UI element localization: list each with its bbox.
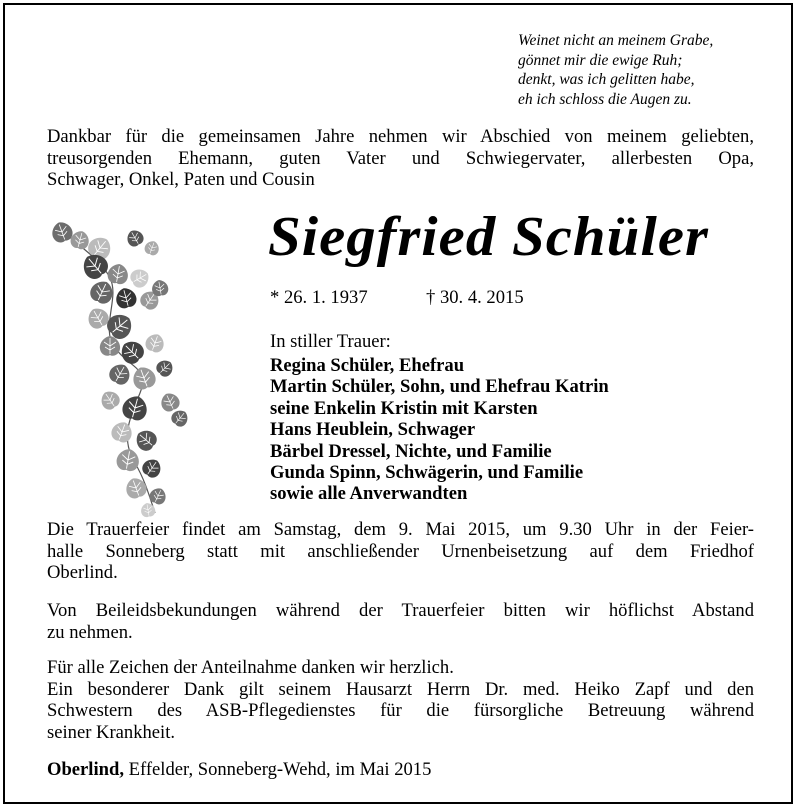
mourner-entry: seine Enkelin Kristin mit Karsten (270, 397, 538, 419)
mourner-entry: Gunda Spinn, Schwägerin, und Familie (270, 462, 584, 484)
death-date: † 30. 4. 2015 (426, 287, 524, 308)
intro-line: treusorgenden Ehemann, guten Vater und Schwiegervater, allerbesten Opa, (47, 147, 754, 169)
ceremony-line: halle Sonneberg statt mit anschließender Urnenbeisetzung auf dem Friedhof (47, 540, 754, 562)
mourner-entry: Martin Schüler, Sohn, und Ehefrau Katrin (270, 376, 609, 398)
ivy-leaves-icon (40, 218, 200, 518)
place-main: Oberlind, (47, 759, 124, 780)
condolences-line: zu nehmen. (47, 621, 133, 643)
condolences-paragraph (47, 600, 754, 643)
mourning-heading: In stiller Trauer: (270, 331, 391, 352)
thanks-line: Schwestern des ASB-Pflegedienstes für die fürsorgliche Betreuung während (47, 700, 754, 721)
place-date-line (47, 759, 431, 781)
mourner-entry: Hans Heublein, Schwager (270, 419, 476, 441)
ceremony-line: Die Trauerfeier findet am Samstag, dem 9. Mai 2015, um 9.30 Uhr in der Feier- (47, 519, 754, 540)
thanks-line: seiner Krankheit. (47, 721, 176, 743)
condolences-line: Von Beileidsbekundungen während der Trauerfeier bitten wir höflichst Abstand (47, 600, 754, 621)
intro-paragraph (47, 126, 754, 191)
mourner-entry: sowie alle Anverwandten (270, 483, 468, 505)
ceremony-line: Oberlind. (47, 562, 118, 583)
place-rest: Effelder, Sonneberg-Wehd, im Mai 2015 (123, 759, 432, 780)
poem-line: denkt, was ich gelitten habe, (518, 71, 695, 88)
thanks-line: Ein besonderer Dank gilt seinem Hausarzt Herrn Dr. med. Heiko Zapf und den (47, 678, 754, 700)
mourner-entry: Bärbel Dressel, Nichte, und Familie (270, 440, 552, 462)
poem-line: eh ich schloss die Augen zu. (518, 90, 692, 108)
birth-date: * 26. 1. 1937 (270, 287, 368, 308)
deceased-name: Siegfried Schüler (268, 206, 709, 268)
ceremony-paragraph (47, 519, 754, 584)
intro-line: Dankbar für die gemeinsamen Jahre nehmen wir Abschied von meinem geliebten, (47, 126, 754, 147)
poem-line: Weinet nicht an meinem Grabe, (518, 32, 714, 49)
mourners-list (270, 355, 609, 505)
thanks-paragraph (47, 657, 754, 743)
mourner-entry: Regina Schüler, Ehefrau (270, 355, 465, 376)
intro-line: Schwager, Onkel, Paten und Cousin (47, 169, 315, 190)
poem-verse (518, 31, 788, 109)
poem-line: gönnet mir die ewige Ruh; (518, 51, 683, 69)
thanks-line: Für alle Zeichen der Anteilnahme danken wir herzlich. (47, 657, 454, 678)
